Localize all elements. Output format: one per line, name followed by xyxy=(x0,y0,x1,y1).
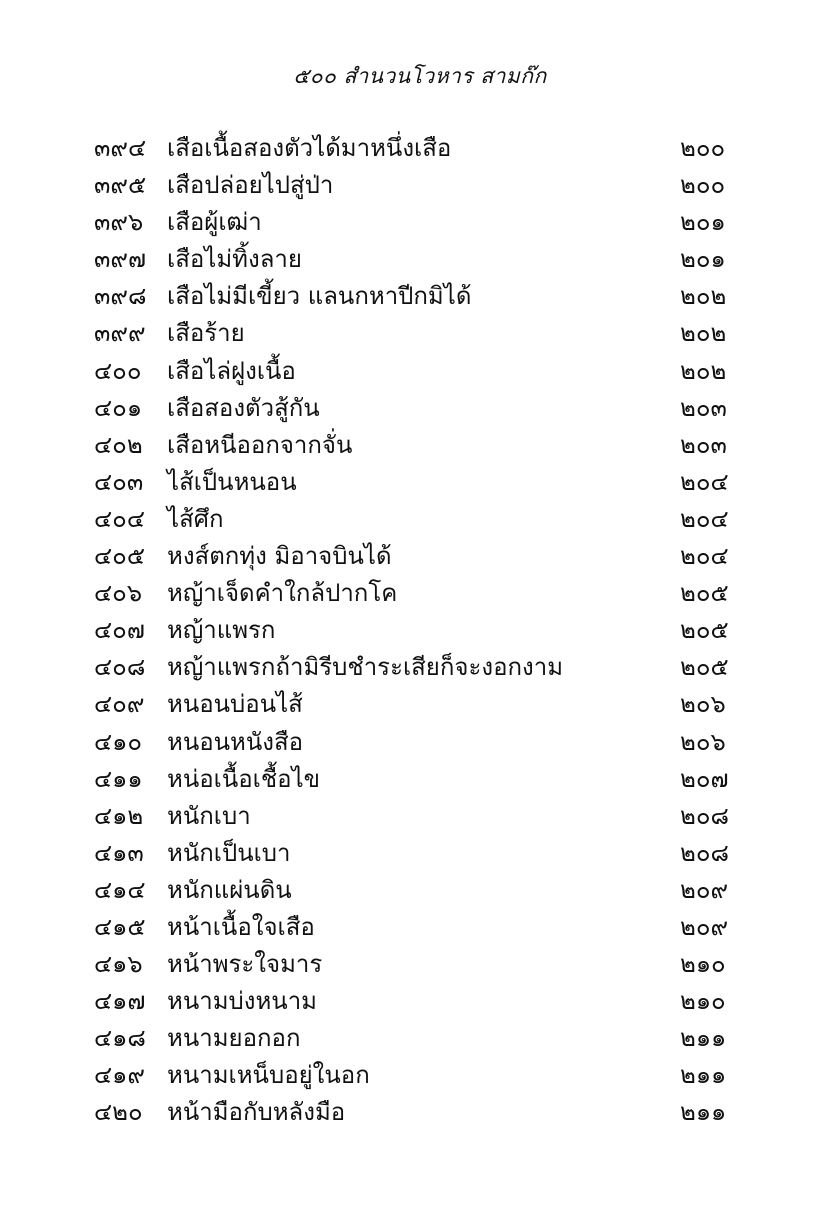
toc-entry xyxy=(0,464,822,501)
entry-page-number: ๒๐๔ xyxy=(680,504,729,533)
entry-title: เสือสองตัวสู้กัน xyxy=(167,393,320,422)
entry-number: ๔๐๓ xyxy=(94,467,144,496)
entry-number: ๔๐๑ xyxy=(94,393,143,422)
toc-entry xyxy=(0,167,822,204)
entry-page-number: ๒๑๐ xyxy=(680,950,726,979)
entry-title: ไส้เป็นหนอน xyxy=(167,467,297,496)
toc-entry xyxy=(0,501,822,538)
entry-number: ๓๙๖ xyxy=(94,208,144,237)
entry-title: หงส์ตกทุ่ง มิอาจบินได้ xyxy=(167,542,392,571)
entry-page-number: ๒๐๐ xyxy=(680,171,726,200)
entry-title: เสือไม่ทิ้งลาย xyxy=(167,245,302,274)
entry-page-number: ๒๐๑ xyxy=(680,245,726,274)
entry-title: หนามบ่งหนาม xyxy=(167,987,317,1016)
entry-title: เสือปล่อยไปสู่ป่า xyxy=(167,171,334,200)
entry-page-number: ๒๐๒ xyxy=(680,356,727,385)
entry-page-number: ๒๐๘ xyxy=(680,838,729,867)
entry-number: ๔๑๙ xyxy=(94,1061,145,1090)
entry-title: หนอนบ่อนไส้ xyxy=(167,690,303,719)
entry-page-number: ๒๐๗ xyxy=(680,764,729,793)
entry-title: เสือเนื้อสองตัวได้มาหนึ่งเสือ xyxy=(167,134,452,162)
entry-number: ๔๑๕ xyxy=(94,912,146,941)
entry-number: ๓๙๕ xyxy=(94,171,147,200)
entry-page-number: ๒๐๓ xyxy=(680,430,727,459)
toc-entry xyxy=(0,872,822,909)
entry-number: ๓๙๔ xyxy=(94,134,147,162)
toc-entry xyxy=(0,390,822,427)
entry-title: เสือไล่ฝูงเนื้อ xyxy=(167,356,296,385)
entry-number: ๓๙๙ xyxy=(94,319,146,348)
entry-title: หนามยอกอก xyxy=(167,1024,301,1053)
entry-title: หญ้าแพรกถ้ามิรีบชำระเสียก็จะงอกงาม xyxy=(167,653,564,682)
entry-page-number: ๒๐๖ xyxy=(680,690,726,719)
entry-number: ๔๐๒ xyxy=(94,430,143,459)
entry-page-number: ๒๐๙ xyxy=(680,875,729,904)
toc-entry xyxy=(0,798,822,835)
toc-entry xyxy=(0,612,822,649)
entry-title: หญ้าแพรก xyxy=(167,616,276,645)
entry-page-number: ๒๐๕ xyxy=(680,653,729,682)
running-header-title: ๕๐๐ สำนวนโวหาร สามก๊ก xyxy=(293,64,547,88)
entry-title: หน้ามือกับหลังมือ xyxy=(167,1098,346,1127)
entry-title: หน้าพระใจมาร xyxy=(167,950,323,979)
entry-title: เสือผู้เฒ่า xyxy=(167,208,262,237)
entry-title: หนักเป็นเบา xyxy=(167,838,291,867)
entry-number: ๔๐๕ xyxy=(94,542,145,571)
entry-page-number: ๒๐๐ xyxy=(680,134,726,162)
toc-entry xyxy=(0,649,822,686)
entry-page-number: ๒๐๒ xyxy=(680,282,727,311)
toc-entry xyxy=(0,983,822,1020)
entry-number: ๔๑๘ xyxy=(94,1024,146,1053)
entry-number: ๔๐๖ xyxy=(94,579,143,608)
toc-entry xyxy=(0,278,822,315)
entry-number: ๔๐๘ xyxy=(94,653,146,682)
entry-title: หนักเบา xyxy=(167,801,251,830)
entry-page-number: ๒๑๐ xyxy=(680,987,726,1016)
entry-title: หน่อเนื้อเชื้อไข xyxy=(167,764,321,793)
toc-entry xyxy=(0,427,822,464)
toc-entry xyxy=(0,130,822,167)
entry-number: ๔๐๐ xyxy=(94,356,142,385)
entry-number: ๔๑๑ xyxy=(94,764,143,793)
entry-page-number: ๒๐๒ xyxy=(680,319,727,348)
toc-entry xyxy=(0,1057,822,1094)
entry-page-number: ๒๐๑ xyxy=(680,208,726,237)
toc-entry xyxy=(0,1094,822,1131)
entry-number: ๓๙๗ xyxy=(94,245,147,274)
entry-page-number: ๒๐๘ xyxy=(680,801,729,830)
toc-entry xyxy=(0,241,822,278)
toc-entry xyxy=(0,761,822,798)
entry-number: ๔๐๙ xyxy=(94,690,145,719)
entry-title: เสือร้าย xyxy=(167,319,245,348)
entry-page-number: ๒๐๔ xyxy=(680,542,729,571)
entry-title: ไส้ศึก xyxy=(167,504,224,533)
entry-page-number: ๒๐๕ xyxy=(680,616,729,645)
entry-number: ๔๑๔ xyxy=(94,875,146,904)
toc-entry xyxy=(0,686,822,723)
entry-title: หนักแผ่นดิน xyxy=(167,875,292,904)
entry-number: ๓๙๘ xyxy=(94,282,147,311)
entry-page-number: ๒๑๑ xyxy=(680,1024,727,1053)
entry-title: เสือหนีออกจากจั่น xyxy=(167,430,353,459)
toc-entry xyxy=(0,575,822,612)
entry-title: หนามเหน็บอยู่ในอก xyxy=(167,1061,370,1090)
entry-page-number: ๒๑๑ xyxy=(680,1061,727,1090)
entry-title: หนอนหนังสือ xyxy=(167,727,304,756)
entry-page-number: ๒๐๔ xyxy=(680,467,729,496)
entry-number: ๔๐๔ xyxy=(94,504,145,533)
entry-title: เสือไม่มีเขี้ยว แลนกหาปีกมิได้ xyxy=(167,282,472,311)
entry-number: ๔๐๗ xyxy=(94,616,145,645)
toc-entry xyxy=(0,204,822,241)
toc-entry xyxy=(0,835,822,872)
toc-entry xyxy=(0,353,822,390)
entry-title: หน้าเนื้อใจเสือ xyxy=(167,912,315,941)
entry-number: ๔๒๐ xyxy=(94,1098,143,1127)
entry-title: หญ้าเจ็ดคำใกล้ปากโค xyxy=(167,579,398,608)
entry-number: ๔๑๓ xyxy=(94,838,144,867)
entry-number: ๔๑๗ xyxy=(94,987,146,1016)
entry-page-number: ๒๐๕ xyxy=(680,579,729,608)
toc-entry xyxy=(0,538,822,575)
entry-number: ๔๑๒ xyxy=(94,801,144,830)
toc-entry xyxy=(0,724,822,761)
entry-number: ๔๑๐ xyxy=(94,727,143,756)
toc-entry xyxy=(0,1020,822,1057)
toc-entry xyxy=(0,315,822,352)
entry-number: ๔๑๖ xyxy=(94,950,143,979)
entry-page-number: ๒๐๙ xyxy=(680,912,729,941)
table-of-contents xyxy=(0,130,822,1132)
entry-page-number: ๒๐๓ xyxy=(680,393,727,422)
toc-entry xyxy=(0,946,822,983)
entry-page-number: ๒๑๑ xyxy=(680,1098,727,1127)
toc-entry xyxy=(0,909,822,946)
entry-page-number: ๒๐๖ xyxy=(680,727,726,756)
